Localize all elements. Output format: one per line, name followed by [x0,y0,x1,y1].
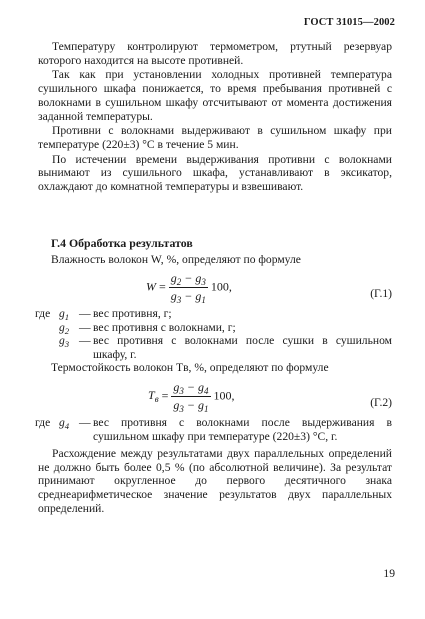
body-text-top [38,40,392,194]
definitions-list-2 [35,416,392,443]
where-label: где [35,416,51,429]
definition-dash: — [79,334,91,348]
definition-symbol: $g_1$ [59,307,70,322]
definition-symbol: $g_2$ [59,320,70,336]
definition-text: вес противня, г; [93,307,172,320]
document-header: ГОСТ 31015—2002 [303,17,395,28]
formula-moisture: W = $\frac{g_2 - g_3}{g_3 - g_1}$ 100, [146,271,232,305]
moisture-intro: Влажность волокон W, %, определяют по формуле [51,253,301,266]
definition-text: вес противня с волокнами после сушки в сушильном шкафу, г. [93,334,392,362]
paragraph-hold-time: Противни с волокнами выдерживают в сушильном шкафу при температуре (220±3) °С в течение 5 мин. [38,124,392,151]
definition-symbol: $g_4$ [59,416,70,431]
definition-g4 [35,416,392,443]
definition-symbol: $g_3$ [59,334,70,350]
formula-moisture-fraction [169,271,208,304]
paragraph-desiccator: По истечении времени выдерживания противни с волокнами вынимают из сушильного шкафа, устанавливают в эксикатор, охлаждают до комнатной температуры и взвешивают. [38,152,392,194]
formula-moisture-number: (Г.1) [370,287,392,300]
page-number: 19 [383,567,395,580]
definitions-list-1 [35,307,392,362]
formula-thermo-denominator: $g_3 - g_1$ [173,398,209,414]
definition-g2 [35,321,392,335]
paragraph-thermometer: Температуру контролируют термометром, ртутный резервуар которого находится на высоте противней. [38,40,392,67]
definition-text: вес противня с волокнами, г; [93,320,236,334]
definition-g1 [35,307,392,321]
paragraph-conclusion: Расхождение между результатами двух параллельных определений не должно быть более 0,5 % (по абсолютной величине). За результат принимают округленное до первого десятичного знака среднеарифметическое значение результатов двух параллельных определений. [38,447,392,515]
formula-thermo-numerator: $g_3 - g_4$ [173,380,209,396]
formula-thermo-lhs: $T_в$ [148,388,159,405]
section-title: Г.4 Обработка результатов [51,236,193,250]
formula-thermo-fraction [171,380,210,413]
definition-dash: — [79,307,91,320]
formula-moisture-denominator: $g_3 - g_1$ [170,289,206,305]
where-label: где [35,307,51,320]
formula-moisture-lhs: W [146,279,156,294]
formula-moisture-numerator: $g_2 - g_3$ [170,271,206,287]
definition-g3 [35,334,392,361]
definition-dash: — [79,416,91,429]
thermo-intro: Термостойкость волокон Tв, %, определяют по формуле [51,361,329,374]
body-text-bottom [38,447,392,516]
formula-moisture-factor: 100, [210,279,232,294]
definition-dash: — [79,320,91,334]
formula-thermo-factor: 100, [213,388,235,403]
formula-thermo-number: (Г.2) [370,396,392,409]
paragraph-cold-trays: Так как при установлении холодных противней температура сушильного шкафа понижается, то время пребывания противней с волокнами в сушильном шкафу отсчитывают от момента достижения заданной температуры. [38,68,392,123]
definition-text: вес противня с волокнами после выдерживания в сушильном шкафу при температуре (220±3) °С, г. [93,416,392,443]
formula-thermo: $T_в$ = $\frac{g_3 - g_4}{g_3 - g_1}$ 100, [148,380,235,414]
